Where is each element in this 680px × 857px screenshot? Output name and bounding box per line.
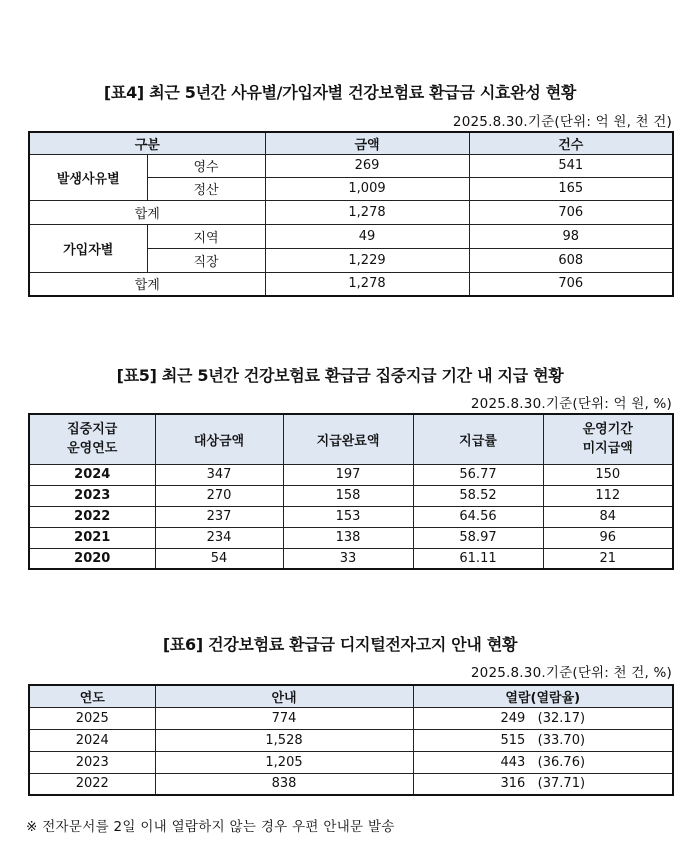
table5-cell: 33	[283, 548, 413, 569]
table5-header-year-line1: 집중지급	[67, 422, 118, 438]
table5-header-unpaid	[543, 414, 673, 464]
table5-cell: 56.77	[413, 464, 543, 485]
table-row	[29, 751, 673, 773]
table6-opened-value: 316	[500, 776, 526, 792]
table4-group2-label: 가입자별	[29, 224, 147, 272]
table6-opened-ratio: (32.17)	[537, 710, 586, 726]
table4-group1-label: 발생사유별	[29, 154, 147, 200]
table5-cell: 138	[283, 527, 413, 548]
table-row	[29, 272, 673, 296]
table5-cell: 58.52	[413, 485, 543, 506]
table5-cell: 58.97	[413, 527, 543, 548]
table-row	[29, 200, 673, 224]
table5-header-paid: 지급완료액	[283, 414, 413, 464]
table6	[28, 684, 674, 796]
table4-title: [표4] 최근 5년간 사유별/가입자별 건강보험료 환급금 시효완성 현황	[103, 83, 577, 102]
table5-cell: 112	[543, 485, 673, 506]
table6-year: 2023	[29, 751, 155, 773]
table4-total-label: 합계	[29, 272, 265, 296]
table6-header-row	[29, 685, 673, 707]
table6-opened-value: 443	[500, 754, 526, 770]
table5-cell: 234	[155, 527, 283, 548]
table4-cell: 165	[469, 177, 673, 200]
table6-basis: 2025.8.30.기준(단위: 천 건, %)	[470, 665, 672, 681]
table5-cell: 237	[155, 506, 283, 527]
table5-cell: 21	[543, 548, 673, 569]
table4-cell: 98	[469, 224, 673, 248]
table4-header-category: 구분	[29, 132, 265, 154]
table5-year: 2021	[29, 527, 155, 548]
table6-year: 2024	[29, 729, 155, 751]
footnote: ※ 전자문서를 2일 이내 열람하지 않는 경우 우편 안내문 발송	[26, 819, 395, 835]
table4-cell: 541	[469, 154, 673, 177]
table5-basis: 2025.8.30.기준(단위: 억 원, %)	[470, 396, 672, 412]
table5-header-rate: 지급률	[413, 414, 543, 464]
table-row	[29, 224, 673, 248]
table4-cell: 1,278	[265, 272, 469, 296]
table5-cell: 347	[155, 464, 283, 485]
table-row	[29, 773, 673, 795]
table6-opened-cell	[413, 751, 673, 773]
table4-basis: 2025.8.30.기준(단위: 억 원, 천 건)	[452, 114, 672, 130]
table4-total-label: 합계	[29, 200, 265, 224]
table4-cell: 지역	[147, 224, 265, 248]
table6-header-notice: 안내	[155, 685, 413, 707]
table6-opened-ratio: (36.76)	[537, 754, 586, 770]
table5-cell: 150	[543, 464, 673, 485]
table6-cell: 1,528	[155, 729, 413, 751]
table5-header-unpaid-line2: 미지급액	[582, 441, 633, 457]
table6-opened-value: 515	[500, 732, 526, 748]
table4-cell: 정산	[147, 177, 265, 200]
table5-cell: 96	[543, 527, 673, 548]
table5-cell: 270	[155, 485, 283, 506]
table6-year: 2022	[29, 773, 155, 795]
table4-cell: 1,278	[265, 200, 469, 224]
table-row	[29, 707, 673, 729]
table5-cell: 197	[283, 464, 413, 485]
table5-year: 2022	[29, 506, 155, 527]
table5	[28, 413, 674, 570]
table4-header-row	[29, 132, 673, 154]
table5-header-row	[29, 414, 673, 464]
table4-cell: 영수	[147, 154, 265, 177]
table-row	[29, 506, 673, 527]
table-row	[29, 729, 673, 751]
table5-year: 2024	[29, 464, 155, 485]
table6-title: [표6] 건강보험료 환급금 디지털전자고지 안내 현황	[162, 635, 518, 654]
table5-header-year	[29, 414, 155, 464]
table-row	[29, 527, 673, 548]
table5-cell: 64.56	[413, 506, 543, 527]
table5-cell: 61.11	[413, 548, 543, 569]
table5-header-unpaid-line1: 운영기간	[582, 422, 633, 438]
table-row	[29, 485, 673, 506]
table-row	[29, 548, 673, 569]
table6-opened-ratio: (37.71)	[537, 776, 586, 792]
table4-cell: 706	[469, 272, 673, 296]
table4-cell: 49	[265, 224, 469, 248]
table4-cell: 1,229	[265, 248, 469, 272]
table5-header-target: 대상금액	[155, 414, 283, 464]
table4-cell: 269	[265, 154, 469, 177]
table5-cell: 153	[283, 506, 413, 527]
table4-cell: 706	[469, 200, 673, 224]
table5-header-year-line2: 운영연도	[67, 441, 118, 457]
table4-cell: 1,009	[265, 177, 469, 200]
table5-cell: 54	[155, 548, 283, 569]
table-row	[29, 154, 673, 177]
table4	[28, 131, 674, 297]
table6-header-year: 연도	[29, 685, 155, 707]
table6-year: 2025	[29, 707, 155, 729]
table-row	[29, 464, 673, 485]
table6-cell: 774	[155, 707, 413, 729]
table5-year: 2020	[29, 548, 155, 569]
table4-header-amount: 금액	[265, 132, 469, 154]
table6-cell: 838	[155, 773, 413, 795]
table4-header-count: 건수	[469, 132, 673, 154]
table6-opened-cell	[413, 773, 673, 795]
table5-title: [표5] 최근 5년간 건강보험료 환급금 집중지급 기간 내 지급 현황	[116, 366, 564, 385]
table4-cell: 608	[469, 248, 673, 272]
table6-opened-cell	[413, 729, 673, 751]
table6-opened-value: 249	[500, 710, 526, 726]
table6-cell: 1,205	[155, 751, 413, 773]
table6-opened-ratio: (33.70)	[537, 732, 586, 748]
table4-cell: 직장	[147, 248, 265, 272]
table5-cell: 158	[283, 485, 413, 506]
table5-cell: 84	[543, 506, 673, 527]
table6-header-opened: 열람(열람율)	[413, 685, 673, 707]
table5-year: 2023	[29, 485, 155, 506]
table6-opened-cell	[413, 707, 673, 729]
